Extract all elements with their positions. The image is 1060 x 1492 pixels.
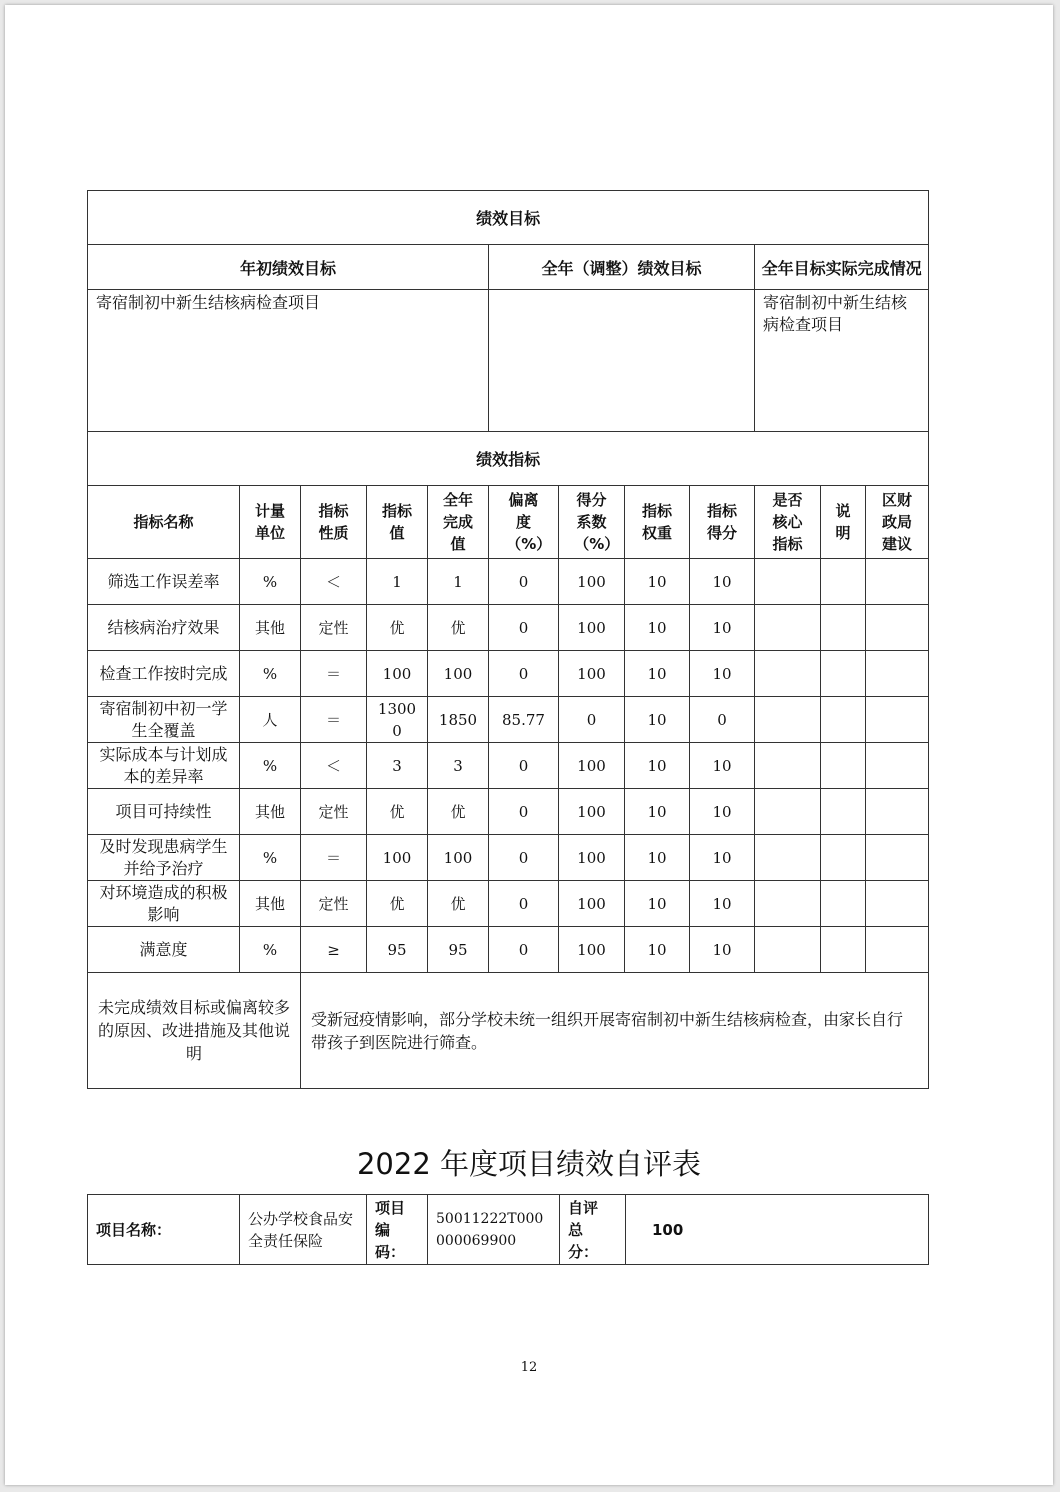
indicators-section-title: 绩效指标 <box>88 432 929 486</box>
cell-explanation <box>821 605 866 651</box>
header-explanation: 说明 <box>821 486 866 559</box>
indicator-row <box>88 605 929 651</box>
cell-weight: 10 <box>625 559 690 605</box>
cell-core-indicator <box>755 605 821 651</box>
cell-weight: 10 <box>625 789 690 835</box>
cell-core-indicator <box>755 651 821 697</box>
cell-score-coefficient: 100 <box>559 789 625 835</box>
header-weight: 指标权重 <box>625 486 690 559</box>
cell-weight: 10 <box>625 605 690 651</box>
cell-actual-value: 优 <box>428 881 489 927</box>
cell-weight: 10 <box>625 697 690 743</box>
cell-actual-value: 1 <box>428 559 489 605</box>
cell-indicator-name: 实际成本与计划成本的差异率 <box>88 743 240 789</box>
cell-unit: 其他 <box>240 789 301 835</box>
cell-indicator-name: 筛选工作误差率 <box>88 559 240 605</box>
cell-deviation: 0 <box>489 559 559 605</box>
cell-score-coefficient: 100 <box>559 743 625 789</box>
project-code-value: 50011222T000000069900 <box>428 1195 560 1265</box>
cell-nature: ＝ <box>301 697 367 743</box>
cell-nature: ≥ <box>301 927 367 973</box>
actual-completion-text: 寄宿制初中新生结核病检查项目 <box>755 290 929 432</box>
cell-unit: 其他 <box>240 881 301 927</box>
cell-nature: ＜ <box>301 743 367 789</box>
cell-explanation <box>821 789 866 835</box>
cell-target-value: 优 <box>367 605 428 651</box>
cell-indicator-score: 10 <box>690 559 755 605</box>
cell-explanation <box>821 559 866 605</box>
cell-finance-suggestion <box>866 743 929 789</box>
cell-actual-value: 100 <box>428 651 489 697</box>
cell-unit: % <box>240 743 301 789</box>
header-indicator-score: 指标得分 <box>690 486 755 559</box>
cell-explanation <box>821 835 866 881</box>
project-summary-table <box>87 1194 929 1265</box>
cell-indicator-score: 10 <box>690 835 755 881</box>
cell-nature: 定性 <box>301 881 367 927</box>
header-deviation: 偏离度（%） <box>489 486 559 559</box>
cell-finance-suggestion <box>866 927 929 973</box>
reason-label: 未完成绩效目标或偏离较多的原因、改进措施及其他说明 <box>88 973 301 1089</box>
cell-target-value: 3 <box>367 743 428 789</box>
indicator-row <box>88 743 929 789</box>
cell-weight: 10 <box>625 743 690 789</box>
cell-score-coefficient: 100 <box>559 651 625 697</box>
cell-core-indicator <box>755 743 821 789</box>
self-score-value: 100 <box>626 1195 929 1265</box>
cell-indicator-score: 10 <box>690 789 755 835</box>
cell-target-value: 100 <box>367 651 428 697</box>
cell-indicator-score: 10 <box>690 927 755 973</box>
indicator-row <box>88 651 929 697</box>
cell-indicator-score: 0 <box>690 697 755 743</box>
project-name-value: 公办学校食品安全责任保险 <box>240 1195 367 1265</box>
performance-goals-table <box>87 190 929 1089</box>
reason-text: 受新冠疫情影响，部分学校未统一组织开展寄宿制初中新生结核病检查，由家长自行带孩子到医院进行筛查。 <box>301 973 929 1089</box>
cell-indicator-score: 10 <box>690 881 755 927</box>
cell-weight: 10 <box>625 927 690 973</box>
cell-weight: 10 <box>625 651 690 697</box>
cell-target-value: 优 <box>367 881 428 927</box>
cell-explanation <box>821 927 866 973</box>
cell-actual-value: 3 <box>428 743 489 789</box>
cell-actual-value: 优 <box>428 789 489 835</box>
header-nature: 指标性质 <box>301 486 367 559</box>
indicator-row <box>88 881 929 927</box>
cell-core-indicator <box>755 697 821 743</box>
form-title: 2022 年度项目绩效自评表 <box>356 1147 702 1181</box>
cell-core-indicator <box>755 559 821 605</box>
cell-explanation <box>821 651 866 697</box>
col-actual-completion: 全年目标实际完成情况 <box>755 245 929 290</box>
cell-unit: % <box>240 835 301 881</box>
cell-finance-suggestion <box>866 697 929 743</box>
cell-indicator-name: 检查工作按时完成 <box>88 651 240 697</box>
cell-target-value: 95 <box>367 927 428 973</box>
cell-finance-suggestion <box>866 881 929 927</box>
cell-deviation: 0 <box>489 743 559 789</box>
cell-score-coefficient: 100 <box>559 559 625 605</box>
project-name-label: 项目名称： <box>88 1195 240 1265</box>
cell-indicator-score: 10 <box>690 743 755 789</box>
cell-finance-suggestion <box>866 651 929 697</box>
document-page <box>5 5 1053 1485</box>
cell-indicator-name: 寄宿制初中初一学生全覆盖 <box>88 697 240 743</box>
cell-indicator-score: 10 <box>690 605 755 651</box>
cell-deviation: 0 <box>489 927 559 973</box>
cell-deviation: 85.77 <box>489 697 559 743</box>
cell-deviation: 0 <box>489 605 559 651</box>
indicator-row <box>88 789 929 835</box>
cell-unit: 人 <box>240 697 301 743</box>
cell-unit: 其他 <box>240 605 301 651</box>
cell-deviation: 0 <box>489 789 559 835</box>
cell-target-value: 优 <box>367 789 428 835</box>
cell-actual-value: 95 <box>428 927 489 973</box>
cell-score-coefficient: 0 <box>559 697 625 743</box>
indicator-header-row <box>88 486 929 559</box>
cell-nature: 定性 <box>301 789 367 835</box>
cell-unit: % <box>240 559 301 605</box>
goals-section-title: 绩效目标 <box>88 191 929 245</box>
cell-deviation: 0 <box>489 651 559 697</box>
indicator-row <box>88 559 929 605</box>
cell-score-coefficient: 100 <box>559 605 625 651</box>
cell-explanation <box>821 743 866 789</box>
cell-unit: % <box>240 651 301 697</box>
cell-actual-value: 1850 <box>428 697 489 743</box>
cell-score-coefficient: 100 <box>559 927 625 973</box>
self-score-label: 自评总分： <box>560 1195 626 1265</box>
cell-finance-suggestion <box>866 835 929 881</box>
cell-deviation: 0 <box>489 881 559 927</box>
cell-core-indicator <box>755 881 821 927</box>
cell-indicator-name: 结核病治疗效果 <box>88 605 240 651</box>
cell-unit: % <box>240 927 301 973</box>
cell-finance-suggestion <box>866 559 929 605</box>
cell-score-coefficient: 100 <box>559 835 625 881</box>
project-code-label: 项目编码： <box>367 1195 428 1265</box>
cell-core-indicator <box>755 789 821 835</box>
header-finance-suggestion: 区财政局建议 <box>866 486 929 559</box>
cell-indicator-name: 满意度 <box>88 927 240 973</box>
cell-nature: ＝ <box>301 835 367 881</box>
cell-score-coefficient: 100 <box>559 881 625 927</box>
header-unit: 计量单位 <box>240 486 301 559</box>
cell-target-value: 1 <box>367 559 428 605</box>
col-adjusted-goal: 全年（调整）绩效目标 <box>489 245 755 290</box>
indicator-row <box>88 697 929 743</box>
cell-actual-value: 优 <box>428 605 489 651</box>
cell-nature: ＝ <box>301 651 367 697</box>
cell-indicator-name: 及时发现患病学生并给予治疗 <box>88 835 240 881</box>
cell-target-value: 13000 <box>367 697 428 743</box>
cell-finance-suggestion <box>866 605 929 651</box>
col-initial-goal: 年初绩效目标 <box>88 245 489 290</box>
indicator-row <box>88 927 929 973</box>
cell-weight: 10 <box>625 835 690 881</box>
indicator-rows <box>88 559 929 973</box>
cell-target-value: 100 <box>367 835 428 881</box>
adjusted-goal-text <box>489 290 755 432</box>
indicator-row <box>88 835 929 881</box>
cell-core-indicator <box>755 835 821 881</box>
header-indicator-name: 指标名称 <box>88 486 240 559</box>
cell-indicator-score: 10 <box>690 651 755 697</box>
cell-nature: 定性 <box>301 605 367 651</box>
cell-indicator-name: 对环境造成的积极影响 <box>88 881 240 927</box>
initial-goal-text: 寄宿制初中新生结核病检查项目 <box>88 290 489 432</box>
page-number: 12 <box>520 1360 538 1375</box>
cell-explanation <box>821 697 866 743</box>
header-score-coefficient: 得分系数（%） <box>559 486 625 559</box>
cell-core-indicator <box>755 927 821 973</box>
cell-indicator-name: 项目可持续性 <box>88 789 240 835</box>
cell-explanation <box>821 881 866 927</box>
cell-finance-suggestion <box>866 789 929 835</box>
cell-deviation: 0 <box>489 835 559 881</box>
cell-actual-value: 100 <box>428 835 489 881</box>
header-actual-value: 全年完成值 <box>428 486 489 559</box>
cell-nature: ＜ <box>301 559 367 605</box>
header-target-value: 指标值 <box>367 486 428 559</box>
header-core-indicator: 是否核心指标 <box>755 486 821 559</box>
cell-weight: 10 <box>625 881 690 927</box>
